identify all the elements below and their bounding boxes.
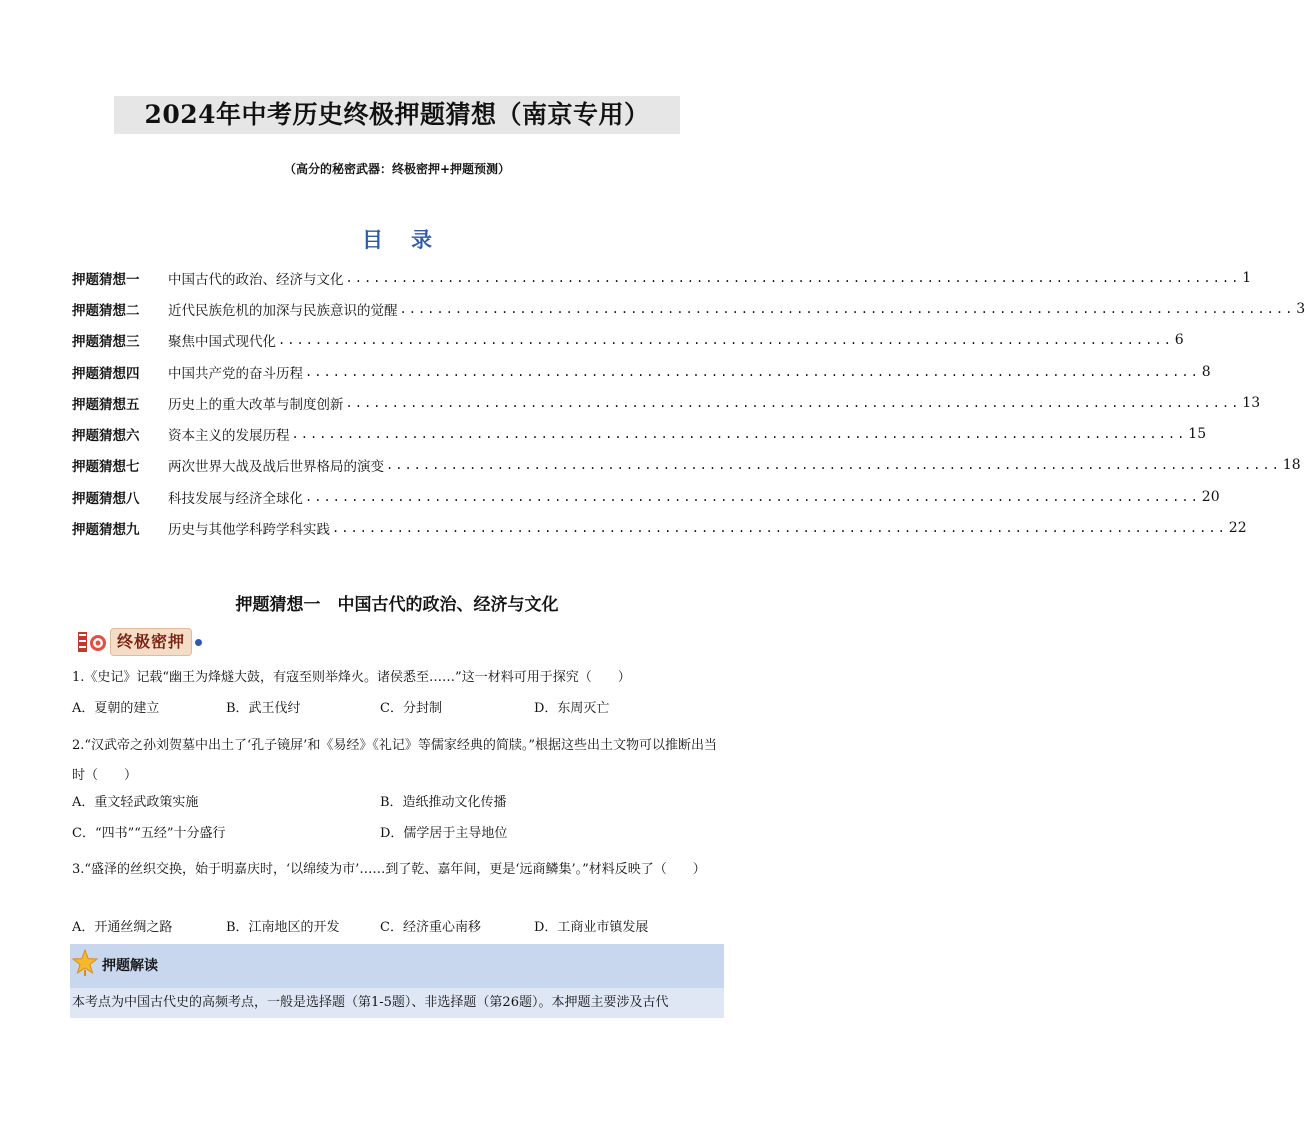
option-c[interactable]: C．经济重心南移	[380, 920, 481, 935]
toc-leader-dots: .................................................................................................	[332, 521, 1227, 536]
toc-entry[interactable]	[72, 418, 1207, 449]
toc-entry-number: 押题猜想一	[72, 271, 140, 288]
question-2-stem: 2.“汉武帝之孙刘贺墓中出土了‘孔子镜屏’和《易经》《礼记》等儒家经典的简牍。”根据这些出土文物可以推断出当时（ ）	[72, 738, 717, 783]
toc-leader-dots: .................................................................................................	[345, 395, 1241, 410]
question-1-stem: 1.《史记》记载“幽王为烽燧大鼓，有寇至则举烽火。诸侯悉至……”这一材料可用于探究（ ）	[72, 670, 631, 685]
toc-leader-dots: .................................................................................................	[305, 489, 1200, 504]
toc-entry-page: 18	[1282, 457, 1301, 474]
toc-entry-title: 资本主义的发展历程	[168, 428, 290, 445]
toc-entry-number: 押题猜想六	[72, 428, 140, 445]
toc-leader-dots: .................................................................................................	[399, 301, 1295, 316]
toc-entry-number: 押题猜想三	[72, 334, 140, 351]
title-banner	[114, 96, 680, 134]
interpretation-header-bar	[70, 944, 724, 988]
option-c[interactable]: C．分封制	[380, 701, 442, 716]
toc-entry-title: 历史上的重大改革与制度创新	[168, 396, 344, 413]
toc-entry-page: 8	[1201, 363, 1211, 380]
toc-entry-page: 3	[1296, 300, 1305, 317]
option-a[interactable]: A．重文轻武政策实施	[72, 795, 199, 810]
document-subtitle: （高分的秘密武器：终极密押+押题预测）	[283, 162, 511, 176]
toc-entry-title: 近代民族危机的加深与民族意识的觉醒	[168, 302, 398, 319]
toc-leader-dots: .................................................................................................	[291, 427, 1187, 442]
toc-entry[interactable]	[72, 512, 1247, 543]
toc-heading: 目录	[362, 227, 460, 252]
toc-entry[interactable]	[72, 356, 1211, 387]
toc-entry-title: 两次世界大战及战后世界格局的演变	[168, 459, 384, 476]
section-title: 押题猜想一 中国古代的政治、经济与文化	[235, 595, 559, 615]
document-title: 2024年中考历史终极押题猜想（南京专用）	[144, 100, 650, 129]
toc-leader-dots: .................................................................................................	[386, 458, 1281, 473]
badge-dot	[195, 639, 202, 646]
final-prediction-badge	[76, 628, 202, 656]
toc-entry-title: 中国古代的政治、经济与文化	[168, 271, 344, 288]
toc-leader-dots: .................................................................................................	[305, 364, 1200, 379]
toc-entry-title: 聚焦中国式现代化	[168, 334, 276, 351]
question-3-stem: 3.“盛泽的丝织交换，始于明嘉庆时，‘以绵绫为市’……到了乾、嘉年间，更是‘远商鳞集’。”材料反映了（ ）	[72, 862, 706, 877]
toc-entry[interactable]	[72, 450, 1301, 481]
toc-entry-number: 押题猜想九	[72, 522, 140, 539]
toc-entry-title: 中国共产党的奋斗历程	[168, 365, 303, 382]
toc-entry[interactable]	[72, 293, 1305, 324]
option-b[interactable]: B．造纸推动文化传播	[380, 795, 507, 810]
interpretation-header	[72, 950, 158, 980]
option-a[interactable]: A．开通丝绸之路	[72, 920, 173, 935]
option-d[interactable]: D．工商业市镇发展	[534, 920, 649, 935]
toc-entry[interactable]	[72, 387, 1261, 418]
toc-entry-number: 押题猜想四	[72, 365, 140, 382]
toc-entry-page: 20	[1201, 488, 1220, 505]
toc-entry-title: 科技发展与经济全球化	[168, 490, 303, 507]
toc-entry-number: 押题猜想八	[72, 490, 140, 507]
toc-entry-page: 1	[1242, 269, 1252, 286]
option-b[interactable]: B．武王伐纣	[226, 701, 301, 716]
option-b[interactable]: B．江南地区的开发	[226, 920, 340, 935]
toc-entry[interactable]	[72, 262, 1252, 293]
star-icon	[72, 949, 98, 981]
toc-entry-page: 6	[1174, 332, 1184, 349]
toc-entry-page: 15	[1188, 426, 1207, 443]
toc-leader-dots: .................................................................................................	[345, 270, 1241, 285]
toc-leader-dots: .................................................................................................	[278, 333, 1173, 348]
toc-entry-page: 22	[1228, 520, 1247, 537]
toc-entry-title: 历史与其他学科跨学科实践	[168, 522, 330, 539]
option-d[interactable]: D．儒学居于主导地位	[380, 826, 508, 841]
interpretation-text: 本考点为中国古代史的高频考点，一般是选择题（第1-5题）、非选择题（第26题）。本押题主要涉及古代	[72, 995, 669, 1010]
badge-label: 终极密押	[110, 628, 192, 656]
toc-entry-page: 13	[1242, 394, 1261, 411]
toc-entry-number: 押题猜想五	[72, 396, 140, 413]
target-icon	[76, 629, 110, 655]
toc-entry-number: 押题猜想七	[72, 459, 140, 476]
toc-entry[interactable]	[72, 481, 1220, 512]
toc-entry[interactable]	[72, 325, 1184, 356]
option-a[interactable]: A．夏朝的建立	[72, 701, 160, 716]
option-c[interactable]: C．“四书”“五经”十分盛行	[72, 826, 226, 841]
option-d[interactable]: D．东周灭亡	[534, 701, 610, 716]
interpretation-label: 押题解读	[102, 958, 158, 974]
table-of-contents	[72, 262, 1305, 544]
toc-entry-number: 押题猜想二	[72, 302, 140, 319]
